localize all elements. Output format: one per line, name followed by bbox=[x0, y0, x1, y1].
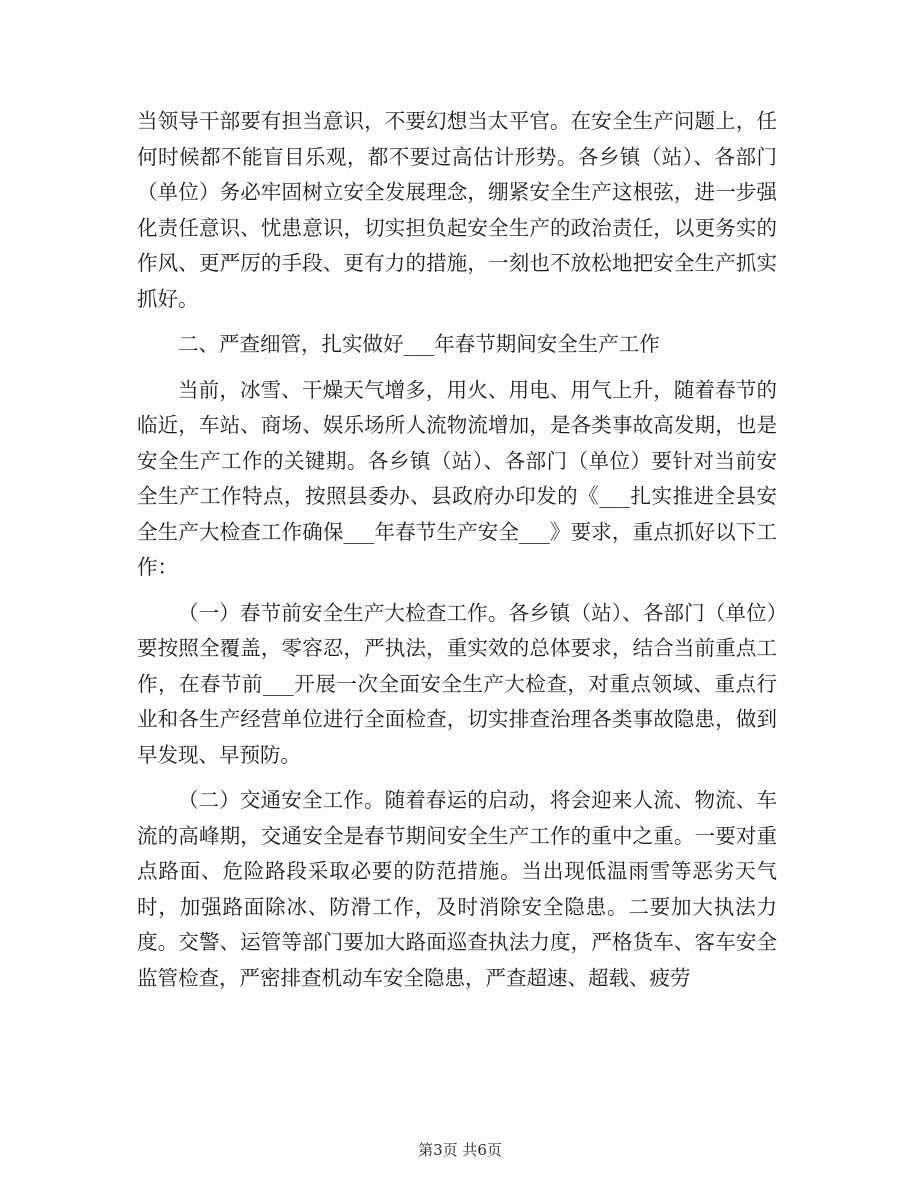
paragraph-current-situation: 当前，冰雪、干燥天气增多，用火、用电、用气上升，随着春节的临近，车站、商场、娱乐场所人流物流增加，是各类事故高发期，也是安全生产工作的关键期。各乡镇（站）、各部门（单位）要针对当前安全生产工作特点，按照县委办、县政府办印发的《___扎实推进全县安全生产大检查工作确保___年春节生产安全___》要求，重点抓好以下工作： bbox=[137, 377, 777, 579]
paragraph-traffic-safety: （二）交通安全工作。随着春运的启动，将会迎来人流、物流、车流的高峰期，交通安全是春节期间安全生产工作的重中之重。一要对重点路面、危险路段采取必要的防范措施。当出现低温雨雪等恶劣天气时，加强路面除冰、防滑工作，及时消除安全隐患。二要加大执法力度。交警、运管等部门要加大路面巡查执法力度，严格货车、客车安全监管检查，严密排查机动车安全隐患，严查超速、超载、疲劳 bbox=[137, 788, 777, 990]
document-body bbox=[137, 104, 777, 996]
page-number-footer: 第3页 共6页 bbox=[418, 1141, 502, 1159]
paragraph-responsibility: 当领导干部要有担当意识，不要幻想当太平官。在安全生产问题上，任何时候都不能盲目乐观，都不要过高估计形势。各乡镇（站）、各部门（单位）务必牢固树立安全发展理念，绷紧安全生产这根弦，进一步强化责任意识、忧患意识，切实担负起安全生产的政治责任，以更务实的作风、更严厉的手段、更有力的措施，一刻也不放松地把安全生产抓实抓好。 bbox=[137, 109, 777, 311]
section-heading-two: 二、严查细管，扎实做好___年春节期间安全生产工作 bbox=[178, 332, 660, 356]
paragraph-pre-festival-inspection: （一）春节前安全生产大检查工作。各乡镇（站）、各部门（单位）要按照全覆盖，零容忍，严执法，重实效的总体要求，结合当前重点工作，在春节前___开展一次全面安全生产大检查，对重点领域、重点行业和各生产经营单位进行全面检查，切实排查治理各类事故隐患，做到早发现、早预防。 bbox=[137, 600, 777, 767]
